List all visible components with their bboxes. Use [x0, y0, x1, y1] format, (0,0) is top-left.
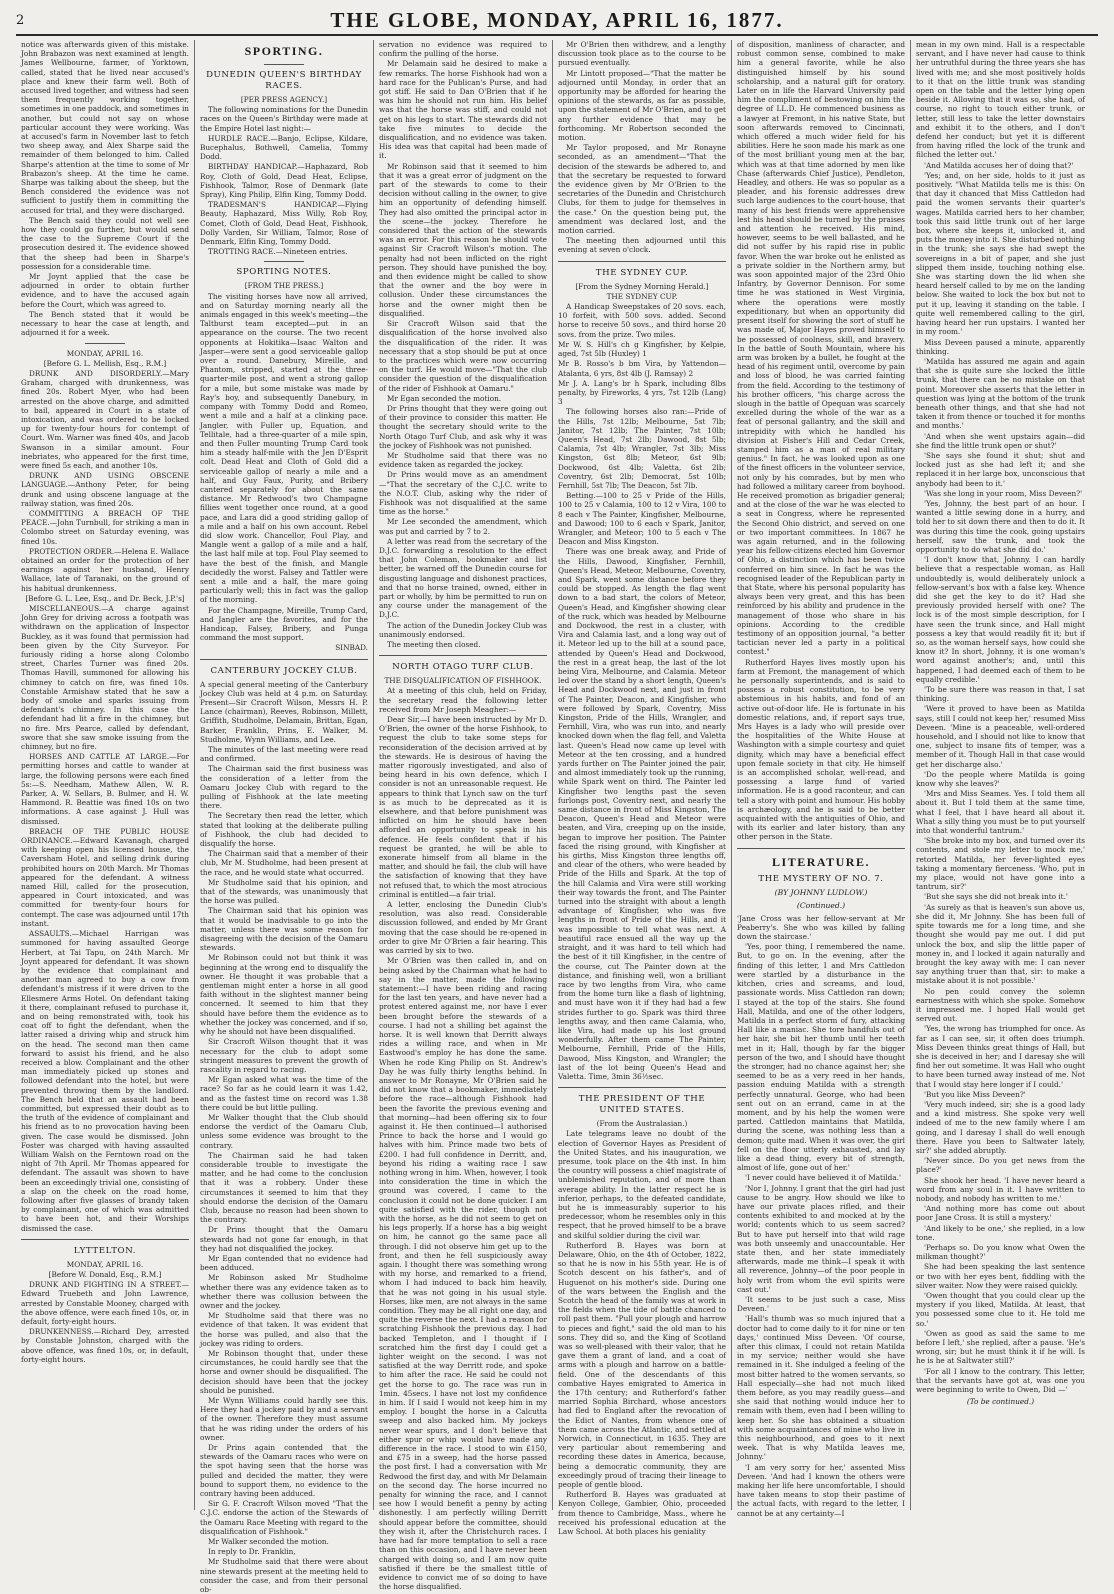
article-text: Sir Cracroft Wilson said that the disqualification of the horse involved also the disqualification of the rider. It was necessary that a stop should be put at once to the practices which were now occurring on the turf. He would move—"That the club consider the question of the disqualification of the rider of Fishhook at Oamaru.": [379, 319, 547, 393]
article-text: The Secretary then read the letter, which stated that looking at the deliberate pulling of Fishhook, the club had decided to disqualify the horse.: [200, 811, 368, 849]
article-text: Mr Egan asked what was the time of the race? So far as he could learn it was 1.42, and as the fastest time on record was 1.38 there could be but little pulling.: [200, 1075, 368, 1112]
subheading: NORTH OTAGO TURF CLUB.: [392, 662, 534, 673]
court-item: COMMITTING A BREACH OF THE PEACE.—John Turnbull, for striking a man in Colombo street on Saturday evening, was fined 10s.: [21, 508, 189, 546]
divider: [264, 261, 304, 262]
article-text: She had been speaking the last sentence or two with her eyes bent, fiddling with the silver waiter. Now they were raised quickly.: [916, 1262, 1085, 1290]
columns: [16, 40, 1098, 1594]
article-text: Mr O'Brien was then called in, and on being asked by the Chairman what he had to say in the matter, made the following statement:—I have been riding and racing for the last ten years, and have never had a protest entered against me, nor have I ever been brought before the stewards of a course. I had not a shilling bet against the horse. It is well known that Derritt always rides a willing race, and when in Mr Eastwood's employ he has done the same. When he rode King Philip on St. Andrew's Day he was fully thirty lengths behind. In answer to Mr Ronayne, Mr O'Brien said he did not know that a bookmaker, immediately before the race—although Fishhook had been the favorite the previous evening and that morning—had been offering six to four against it. He then continued—I authorised Prince to back the horse and I would go halves with him. Prince made two bets of £200. I had full confidence in Derritt, and, beyond his riding a waiting race I saw nothing wrong in him. When, however, I took into consideration the time in which the ground was covered, I came to the conclusion it could not be done quicker. I am quite satisfied with the rider, though not with the horse, as he did not seem to get on his legs properly. If a horse has a big weight on him, he cannot go the same pace all through. I did not observe him get up to the front, and then he fell suspiciously away again. I thought there was something wrong with my horse, and remarked to a friend, whom I had induced to back him heavily, that he was not going in his usual style. Horses, like men, are not always in the same condition. They may be all right one day, and quite the reverse the next. I had a reason for scratching Fishhook the previous day. I had backed Templeton, and I thought if I scratched him the first day I could get a lighter weight on the second. I was not satisfied at the way Derritt rode, and spoke to him after the race. He said he could not get the horse to go. The race was run in 1min. 45secs. I have not lost my confidence in him. If I said I would not keep him in my employ. I bought the horse in a Calcutta sweep and also backed him. My jockeys never wear spurs, and I don't believe that either spur or whip would have made any difference in the race. I stood to win £150, and £75 in a sweep, had the horse passed the post first. I had a conversation with Mr Redwood the first day, and with Mr Delamain on the second day. The horse incurred no penalty for winning the race, and I cannot see how I would benefit a penny by acting dishonestly. I am perfectly willing Derritt should appear before the committee, should they wish it, after the Christchurch races. I have had far more temptation to sell a race than on this occasion, and I have never been charged with doing so, and I am now quite satisfied if there be the smallest tittle of evidence to convict me of so doing to have the horse disqualified.: [379, 956, 547, 1592]
source-note: [FROM THE PRESS.]: [244, 281, 324, 291]
column-5: [732, 40, 911, 1518]
placing: Mr W. S. Hill's ch g Kingfisher, by Kelpie, aged, 7st 5lb (Huxley) 1: [558, 339, 726, 359]
article-text: 'I never could have believed it of Matilda.': [745, 1173, 901, 1183]
article-text: Mr Lintott proposed—"That the matter be adjourned until Monday, in order that an opportunity may be afforded for hearing the opinions of the stewards, as far as possible, upon the statement of Mr O'Brien, and to get any further evidence that may be forthcoming. Mr Robertson seconded the motion.: [558, 68, 726, 143]
divider: [558, 261, 726, 262]
court-item: BREACH OF THE PUBLIC HOUSE ORDINANCE.—Edward Kavanagh, charged with keeping open his licensed house, the Caversham Hotel, and selling drink during prohibited hours on 20th March. Mr Thomas appeared for the defendant. A witness named Hill, called for the prosecution, appeared in Court intoxicated, and was committed for twenty-four hours for contempt. The case was adjourned until 17th instant.: [21, 826, 189, 928]
article-text: The minutes of the last meeting were read and confirmed.: [200, 745, 368, 764]
article-text: Dear Sir,—I have been instructed by Mr D. O'Brien, the owner of the horse Fishhook, to request the club to take some steps for reconsideration of the decision arrived at by the stewards. He is desirous of having the matter rigorously investigated, and also of being heard in his own defence, which I consider is not an unreasonable request. He appears to think that Lynch saw on the turf is as much to be deprecated as it is elsewhere, and that before punishment was inflicted on him he should have been afforded an opportunity to speak in his defence. He feels confident that if his request be granted, he will be able to exonerate himself from all blame in the matter, and should he fail, the club will have the satisfaction of knowing that they have not refused that, to which the most atrocious criminal is entitled—a fair trial.: [379, 715, 547, 899]
section-heading: SPORTING.: [244, 44, 324, 58]
date-heading: MONDAY, APRIL 16.: [66, 1259, 144, 1269]
article-text: 'But you like Miss Deveen?': [924, 1089, 1026, 1099]
signature: SINBAD.: [335, 643, 368, 653]
article-text: At a meeting of this club, held on Friday, the secretary read the following letter received from Mr Joseph Meagher:—: [379, 686, 547, 714]
article-text: The Chairman said the first business was the consideration of a letter from the Oamaru Jockey Club with regard to the pulling of Fishhook at the late meeting there.: [200, 764, 368, 811]
article-text: 'It seems to be just such a case, Miss Deveen.': [737, 1295, 905, 1314]
article-text: 'Never since. Do you get news from the place?': [916, 1156, 1085, 1175]
source-note: [PER PRESS AGENCY.]: [240, 95, 328, 104]
article-text: 'She says she found it shut; shut and locked just as she had left it; and she replaced it in her large box, unconscious that anybody had been to it.': [916, 450, 1085, 488]
article-text: The Chairman said he had taken considerable trouble to investigate the matter, and he had come to the conclusion that it was a robbery. Under these circumstances it seemed to him that they should endorse the decision of the Oamaru Club, because no reason had been shown to the contrary.: [200, 1150, 368, 1225]
subheading-small: THE SYDNEY CUP.: [606, 291, 678, 301]
article-text: There was one break away, and Pride of the Hills, Dawood, Kingfisher, Fernhill, Queen's Head, Meteor, Melbourne, Coventry, and Spark, went some distance before they could be stopped. As length the flag went down to a bad start, the colors of Meteor, Queen's Head, and Kingfisher showing clear of the ruck, which was headed by Melbourne and Dockwood, the rest in a cluster, with Vira and Calamia last, and a long way out of it. Meteor led up to the hill at a sound pace, attended by Queen's Head and Dockwood, the rest in a great heap, the last of the lot being Vira, Melbourne, and Calamia. Meteor led over the stand by a short length, Queen's Head and Dockwood next, and just in front of The Painter, Deacon, and Kingfisher, who were followed by Spark, Coventry, Miss Kingston, Pride of the Hills, Wrangler, and Fernhill, Vira, who was run into, and nearly knocked down when the flag fell, and Valetta last. Queen's Head now came up level with Meteor at the ten crossing, and a hundred yards further on The Painter joined the pair, and almost immediately took up the running, while Spark went on third. The Painter led Kingfisher two lengths past the seven furlongs post, Coventry next, and nearly the same distance in front of Miss Kingston, The Deacon, Queen's Head and Meteor were beaten, and Vira, creeping up on the inside, began to improve her position. The Painter faced the rising ground, with Kingfisher at his girths, Miss Kingston three lengths off, and clear of the others, who were headed by Pride of the Hills and Spark. At the top of the hill Calamia and Vira were still working their way towards the front, and The Painter turned into the straight with about a length advantage of Kingfisher, who was five lengths in front of Pride of the Hills, and it was impossible to tell what was next. A beautiful race ensued all the way up the straight, and it was hard to tell which had the best of it till Kingfisher, in the centre of the course, cut The Painter down at the distance, and finishing well, won a brilliant race by two lengths from Vira, who came from the home turn like a flash of lightning, and must have won it if they had had a few strides further to go. Spark was third three lengths away, and then came Calamia, who, like Vira, had made up his lost ground wonderfully. After them came The Painter, Melbourne, Fernhill, Pride of the Hills, Dawood, Miss Kingston, and Wrangler; the last of the lot being Queen's Head and Valetta. Time, 3min 36½sec.: [558, 547, 726, 1081]
article-text: The Chairman said that his opinion was that it would be inadvisable to go into the matter, unless there was some reason for disagreeing with the decision of the Oamaru stewards.: [200, 906, 368, 953]
court-note: [Before G. L. Mellish, Esq., R.M.]: [43, 358, 167, 368]
article-text: 'Were it proved to have been as Matilda says, still I could not keep her,' resumed Miss Deveen. 'Mine is a peaceable, well-ordered household, and I should not like to know that one, subject to insane fits of temper, was a member of it. Though Hall in that case would get her discharge also.': [916, 704, 1085, 769]
article-text: Sir G. F. Cracroft Wilson moved "That the C.J.C. endorse the action of the Stewards of the Oamaru Race Meeting with regard to the disqualification of Fishhook.": [200, 1499, 368, 1536]
subheading-small: THE DISQUALIFICATION OF FISHHOOK.: [384, 676, 542, 686]
article-text: Mr Robinson asked Mr Studholme whether there was any evidence taken as to whether there was collusion between the owner and the jockey.: [200, 1273, 368, 1310]
article-text: Rutherford B. Hayes was born at Delaware, Ohio, on the 4th of October, 1822, so that he is now in his 55th year. He is of Scotch descent on his father's, and of Huguenot on his mother's side. During one of the wars between the English and the Scotch the head of the family was at work in the fields when the tide of battle chanced to roll past them. "Pull your plough and harrow to pieces and fight," said the old man to his sons. They did so, and the King of Scotland was so well-pleased with their valor, that he gave them a grant of land, and a coat of arms with a plough and harrow on a battle-field. One of the descendants of this combative Hayes emigrated to America in the 17th century; and Rutherford's father married Sophia Birchard, whose ancestors had fled to England after the revocation of the Edict of Nantes, from whence one of them came across the Atlantic, and settled at Norwich, in Connecticut, in 1635. They are very particular about remembering and recording these dates in America, because, being a democratic community, they are exceedingly proud of tracing their lineage to people of gentle blood.: [558, 1240, 726, 1490]
page-number: 2: [16, 12, 25, 28]
article-text: Mr Lee seconded the amendment, which was put and carried by 7 to 2.: [379, 517, 547, 536]
placing: Mr J. A. Lang's br h Spark, including 8lbs penalty, by Fireworks, 4 yrs, 7st 12lb (Lang) 3: [558, 378, 726, 407]
article-text: Sir Cracroft Wilson thought that it was necessary for the club to adopt some stringent measures to prevent the growth of rascality in regard to racing.: [200, 1037, 368, 1074]
subheading: DUNEDIN QUEEN'S BIRTHDAY RACES.: [206, 70, 362, 91]
subheading: THE SYDNEY CUP.: [595, 267, 689, 278]
article-text: 'But she says she did not break into it.': [924, 892, 1068, 902]
article-text: 'Yes; and, on her side, holds to it just as positively. "What Matilda tells me is this: On that day it chanced that Miss Cattledon had paid the women servants their quarter's wages. Matilda carried hers to her chamber, took this said little trunk out of her large box, where she keeps it, unlocked it, and puts the money into it. She disturbed nothing in the trunk; she says she had swept the sovereigns in a bit of paper, and she just slipped them inside, touching nothing else. She was starting down the lid when she heard herself called to by me on the landing below. She waited to lock the box but not to put it up, leaving it standing on the table. I quite well remembered calling to the girl, having heard her run upstairs. I wanted her in my room.': [916, 170, 1085, 337]
article-text: 'I don't know that, Johnny. I can hardly believe that a respectable woman, as Hall undoubtedly is, would deliberately unlock a fellow-servant's box with a false key. Whence did she get the key to do it? Had she previously provided herself with one? The lock is of the most simple description, for I have seen the trunk since, and Hall might possess a key that would readily fit it; but if so, as the woman herself says, how could she know it? In short, Johnny, it is one woman's word against another's; and, until this happened, I had deemed each of them to be equally credible.': [916, 555, 1085, 684]
article-text: She shook her head. 'I have never heard a word from any soul in it. I have written to nobody, and nobody has written to me.': [916, 1175, 1085, 1203]
story-title: THE MYSTERY OF NO. 7.: [758, 873, 884, 884]
article-text: 'As surely as that is heaven's sun above us, she did it, Mr Johnny. She has been full of spite towards me for a long time, and she thought she would pay me out. I did put unlock the box, and slip the little paper of money in, and I locked it again naturally and brought the key away with me: I can never say anything truer than that, sir: to make a mistake about it is not possible.': [916, 902, 1085, 986]
article-text: 'Nor I, Johnny. I grant that the girl had just cause to be angry. How should we like to have our private places rifled, and their contents exhibited to and mocked at by the world; contents which to us seem sacred? But to have put herself into that wild rage was both unseemly and unaccountable. Her state then, and her state immediately afterwards, made me think—I speak it with all reverence, Johnny—of the poor people in holy writ from whom the evil spirits were cast out.': [737, 1183, 905, 1294]
article-text: 'And nothing more has come out about poor Jane Cross. It is still a mystery.': [916, 1204, 1085, 1223]
article-text: 'Was she long in your room, Miss Deveen?': [924, 488, 1083, 498]
article-text: In reply to Dr. Franklin,: [208, 1547, 296, 1557]
divider: [737, 848, 905, 849]
article-text: Dr Prins thought that they were going out of their province to consider this matter. He thought the secretary should write to the North Otago Turf Club, and ask why it was the jockey of Fishhook was not punished.: [379, 403, 547, 450]
article-text: A special general meeting of the Canterbury Jockey Club was held at 4 p.m. on Saturday. Present—Sir Cracroft Wilson, Messrs H. P. Lance (chairman), Reeves, Robinson, Millett, Griffith, Studholme, Delamain, Brittan, Egan, Barker, Franklin, Prins, E. Walker, M. Studholme, Wynn Williams, and Lee.: [200, 679, 368, 744]
section-heading: LYTTELTON.: [73, 1245, 137, 1256]
article-text: Dr Prins thought that the Oamaru stewards had not gone far enough, in that they had not disqualified the jockey.: [200, 1225, 368, 1253]
subheading: CANTERBURY JOCKEY CLUB.: [210, 665, 358, 676]
article-text: The visiting horses have now all arrived, and on Saturday morning nearly all the animals engaged in this week's meeting—the Taltburst team excepted—put in an appearance on the course. The two recent opponents at Hokitika—Isaac Walton and Jasper—were sent a good serviceable gallop over a round. Danebury, Mireille, and Phantom, stripped, started at the three-quarter-mile post, and went a strong gallop for a mile, but some mistake was made by Ray's boy, and subsequently Danebury, in company with Tommy Dodd and Romeo, went a mile and a half at a clinking pace. Jangler, with Fuller up, Equation, and Tellitale, had a three-quarter of a mile spin, and then Fuller mounting Trump Card took him a steady half-mile with the Jen D'Esprit colt. Dead Heat and Cloth of Gold did a serviceable gallop of nearly a mile and a half, and Guy Faux, Purity, and Bribery cantered separately for about the same distance. Mr Redwood's two Champagne fillies went together once round, at a good pace, and Lara did a good striding gallop of a mile and a half on his own account. Rebel did slow work. Chancellor, Foul Play, and Mangle went a gallop of a mile and a half, the last half mile at top. Foul Play seemed to have the best of the finish, and Mangle decidedly the worst. Falsey and Tattler were sent a mile and a half, the mare going particularly well; this in fact was the gallop of the morning.: [200, 291, 368, 605]
article-text: Mr Egan seconded the motion.: [387, 393, 502, 403]
subheading: THE PRESIDENT OF THE UNITED STATES.: [578, 1094, 706, 1116]
article-text: 'I am very sorry for her,' assented Miss Deveen. 'And had I known the others were making her life here uncomfortable, I should have taken means to stop their pastime of the actual facts, with regard to the letter, I cannot be at any certainty—I: [737, 1462, 905, 1518]
divider: [21, 1239, 189, 1240]
column-2: [195, 40, 374, 1594]
article-text: A letter was read from the secretary of the D.J.C. forwarding a resolution to the effect that John Coleman, bookmaker and list better, be warned off the Dunedin course for disgusting language and dishonest practices, and that no horse trained, owned, either in part or wholly, by him be permitted to run on any course under the management of the D.J.C.: [379, 536, 547, 620]
race-entry: TROTTING RACE.—Nineteen entries.: [208, 247, 348, 257]
article-text: 'Yes, the wrong has triumphed for once. As far as I can see, sir, it often does triumph. Miss Deveen thinks great things of Hall, but she is deceived in her; and I daresay she will find her out sometime. It was Hall who ought to have been turned away instead of me. Not that I would stay here longer if I could.': [916, 1024, 1085, 1089]
article-text: 'And when she went upstairs again—did she find the little trunk open or shut?': [916, 431, 1085, 450]
article-text: Mr O'Brien then withdrew, and a lengthy discussion took place as to the course to be pursued eventually.: [558, 40, 726, 68]
article-text: 'And Matilda accuses her of doing that?': [924, 160, 1074, 170]
race-entry: HURDLE RACE.—Banjo, Eclipse, Kildare, Bucephalus, Bothwell, Camelia, Tommy Dodd.: [200, 133, 368, 162]
source-note: [From the Sydney Morning Herald.]: [575, 281, 709, 291]
article-text: mean in my own mind. Hall is a respectable servant, and I have never had cause to think her untruthful during the three years she has lived with me; and she most positively holds to it that on the little trunk was standing open on the table and the letter lying open beside it. Allowing that it was so, she had, of course, no right to touch either trunk, or letter, still less to take the letter downstairs and exhibit it to the others, and I don't defend her conduct; but yet it is different from having rifled the lock of the trunk and filched the letter out.': [916, 40, 1085, 160]
article-text: Dr Prins again contended that the stewards of the Oamaru races who were on the spot having seen that the horse was pulled and decided the matter, they were bound to support them, no evidence to the contrary having been adduced.: [200, 1443, 368, 1499]
article-text: 'Yes, poor thing, I remembered the name. But, to go on. In the evening, after the finding of this letter, I and Mrs Cattledon were startled by a disturbance in the kitchen, cries and screams, and loud, passionate words. Miss Cattledon ran down; I stayed at the top of the stairs. She found Hall, Matilda, and one of the other lodgers, Matilda in a perfect storm of fury, attacking Hall like a maniac. She tore handfuls out of her hair, she bit her thumb until her teeth met in it; Hall, though by far the bigger person of the two, and I should have thought the stronger, had no chance against her; she seemed to be as a very reed in her hands, passion enduing Matilda with a strength perfectly unnatural. George, who had been sent out on an errand, came in at the moment, and by his help the women were parted. Cattledon maintains that Matilda, during the scene, was nothing less than a demon; quite mad. When it was over, the girl fell on the floor utterly exhausted, and lay like a dead thing, every bit of strength, almost of life, gone out of her.': [737, 942, 905, 1173]
column-4: [553, 40, 732, 1537]
article-text: Dr Prins would move as an amendment—"That the secretary of the C.J.C. write to the N.O.T. Club, asking why the rider of Fishhook was not disqualified at the same time as the horse.": [379, 470, 547, 517]
article-text: notice was afterwards given of this mistake. John Brabazon was next examined at length. James Wellbourne, farmer, of Yorktown, called, stated that he lived near accused's place and knew their farm well. Both of accused lived together, and witness had seen them frequently working together, sometimes in one paddock, and sometimes in another, but could not say on whose particular account they were working. Was at accused's farm in November last to fetch two sheep away, and Alex Sharpe said the remainder of them belonged to him. Called Sharpe's attention at the time to some of Mr Brabazon's sheep. At the time he came. Sharpe was talking about the sheep, but the Bench considered the evidence was not sufficient to justify them in committing the accused for trial, and they were discharged.: [21, 40, 189, 215]
column-1: [16, 40, 195, 1510]
court-item: HORSES AND CATTLE AT LARGE.—For permitting horses and cattle to wander at large, the following persons were each fined 5s:—S. Needham, Mathew Allen, W. R. Parker, A. W. Sellars, B. Bulmer, and H. W. Hammond. R. Beattie was fined 10s on two informations. A case against J. Hull was dismissed.: [21, 752, 189, 826]
article-text: Mr Walker seconded the motion.: [208, 1537, 329, 1547]
article-text: Mr Studholme said that his opinion, and that of the stewards, was unanimously that the horse was pulled.: [200, 877, 368, 906]
article-text: Mr Robinson thought that, under these circumstances, he could hardly see that the horse and owner should be disqualified. The decision should have been that the jockey should be punished.: [200, 1349, 368, 1395]
subheading: SPORTING NOTES.: [236, 267, 332, 278]
court-item: DRUNK AND DISORDERLY.—Mary Graham, charged with drunkenness, was fined 20s. Robert Myer, who had been arrested on the above charge, and admitted to bail, appeared in Court in a state of intoxication, and was ordered to be locked up for twenty-four hours for contempt of Court. Wm. Warner was fined 40s, and Jacob Swanson in a similar amount. Four inebriates, who appeared for the first time, were fined 5s each, and another 10s.: [21, 368, 189, 470]
court-note: [Before G. L. Lee, Esq., and Dr. Beck, J.P.'s]: [25, 593, 185, 603]
article-text: Mr Delamain said he desired to make a few remarks. The horse Fishhook had won a hard race for the Publican's Purse, and had got stiff. He said to Dan O'Brien that if he was him he should not run him. His belief was that the horse was stiff, and could not get on his legs to start. The stewards did not take five minutes to decide the disqualification, and no evidence was taken. His idea was that capital had been made of it.: [379, 59, 547, 161]
article-text: Rutherford Hayes lives mostly upon his farm at Fremont, the management of which he personally superintends, and is said to possess a robust constitution, to be very abstemious in his habits, and fond of an active out-of-door life. He is fortunate in his domestic relations, and, if report says true, Mrs Hayes is a lady who will preside over the hospitalities of the White House at Washington with a simple courtesy and quiet dignity, which may have a beneficial effect upon female society in that city. He himself is an accomplished scholar, well-read, and possessing a large fund of varied information. He is a good raconteur, and can tell a story with point and humour. His hobby is archæology, and he is said to be better acquainted with the antiquities of Ohio, and with its earlier and later history, than any other person in the State.: [737, 657, 905, 842]
placing: Mr B. Rosso's b bm Vira, by Yattendon—Atalanta, 6 yrs, 8st 4lb (J. Ramsay) 2: [558, 359, 726, 378]
article-text: Mr Wynn Williams could hardly see this. Here they had a jockey paid by and a servant of the owner. Therefore they must assume that he was riding under the orders of his owner.: [200, 1396, 368, 1442]
article-text: Mr Joynt applied that the case be adjourned in order to obtain further evidence, and to have the accused again before the Court, which was agreed to.: [21, 272, 189, 309]
article-text: A letter, enclosing the Dunedin Club's resolution, was also read. Considerable discussion followed, and ended by Mr Grant moving that the case should be re-opened in order to give Mr O'Brien a fair hearing. This was carried by six to two.: [379, 900, 547, 956]
column-6: [911, 40, 1090, 1510]
article-text: Mr Studholme said that there was no evidence taken as regarded the jockey.: [379, 450, 547, 470]
article-text: 'Very much indeed, sir; she is a good lady and a kind mistress. She spoke very well indeed of me to the new family where I am going, and I daresay I shall do well enough there. Have you been to Saltwater lately, sir?' she added abruptly.: [916, 1099, 1085, 1155]
article-text: Mr Robinson said that it seemed to him that it was a great error of judgment on the part of the stewards to come to their decision without calling in the owner, to give him an opportunity of defending himself. They had also omitted the principal actor in the scene—the jockey. Therefore he considered that the action of the stewards was an error. For this reason he should vote against Sir Cracroft Wilson's motion. The penalty had not been inflicted on the right person. They should have punished the boy, and then evidence might be called to show that the owner and the boy were in collusion. Under these circumstances the horse and the owner might then be disqualified.: [379, 161, 547, 318]
court-item: DRUNK AND USING OBSCENE LANGUAGE.—Anthony Peter, for being drunk and using obscene language at the railway station, was fined 20s.: [21, 471, 189, 508]
article-text: 'And likely to be one,' she replied, in a low tone.: [916, 1223, 1085, 1242]
to-be-continued: (To be continued.): [966, 1397, 1035, 1407]
article-text: Mr Walker thought that the Club should endorse the verdict of the Oamaru Club, unless some evidence was brought to the contrary.: [200, 1112, 368, 1150]
article-text: 'Mrs and Miss Seames. Yes. I told them all about it. But I told them at the same time, what I feel, that I have heard all about it. What a silly thing you must be to put yourself into that wonderful tantrum.': [916, 789, 1085, 836]
article-text: Mr Taylor proposed, and Mr Ronayne seconded, as an amendment—"That the decision of the stewards be adhered to, and that the secretary be requested to forward the evidence given by Mr O'Brien to the secretaries of the Dunedin and Christchurch Clubs, for them to judge for themselves in the case." On the question being put, the amendment was declared lost, and the motion carried.: [558, 143, 726, 236]
article-text: 'Matilda has assured me again and again that she is quite sure she locked the little trunk, that there can be no mistake on that point. Moreover she asserts that the letter in question was lying at the bottom of the trunk beneath other things, and that she had not taken it from thence or touched it for months and months.': [916, 356, 1085, 431]
article-text: A Handicap Sweepstakes of 20 sovs. each, 10 forfeit, with 500 sovs. added. Second horse to receive 50 sovs., and third horse 20 sovs. from the prize. Two miles.: [558, 302, 726, 339]
court-item: DRUNKENNESS.—Richard Dey, arrested by Constable Johnston, charged with the above offence, was fined 10s, or, in default, forty-eight hours.: [21, 1327, 189, 1364]
article-text: of disposition, manliness of character, and robust common sense, combined to make him a general favorite, while he also distinguished himself by his sound scholarship, and a natural gift for oratory. Later on in life the Harvard University paid him the compliment of bestowing on him the degree of LL.D. He commenced business as a lawyer at Fremont, in his native State, but soon afterwards removed to Cincinnati, which offered a much wider field for his abilities. Here he soon made his mark as one of the most brilliant young men at the bar, which was at that time adorned by men like Chase (afterwards Chief Justice), Pendleton, Headley, and others. He was so popular as a pleader, and his forensic addresses drew such large audiences to the court-house, that many of his best friends were apprehensive lest his head should be turned by the praises and attention he received. His mind, however, seems to be well ballasted, and he did not suffer by his rapid rise in public favor. When the war broke out he enlisted as a private soldier in the Northern army, but was soon appointed major of the 23rd Ohio Infantry, by Governor Dennison. For some time he was stationed in West Virginia, where the operations were mostly expeditionary, but when an opportunity did present itself for showing the sort of stuff he was made of, Major Hayes proved himself to be possessed of coolness, skill, and bravery. In the battle of South Mountain, where his arm was broken by a bullet, he fought at the head of his regiment until, overcome by pain and loss of blood, he was carried fainting from the field. According to the testimony of his brother officers, "his charge across the slough in the battle of Opequan was scarcely excelled during the whole of the war as a feat of personal gallantry, and the skill and intrepidity with which he handled his division at Fisher's Hill and Cedar Creek, stamped him as a man of real military genius." In fact, he was looked upon as one of the finest officers in the volunteer service, not only by his comrades, but by men who had followed a military career from boyhood. He received promotion as brigadier general; and at the close of the war he was elected to a seat in Congress, where he represented the Second Ohio district, and served on one or two important committees. In 1867 he was again returned, and in the following year his fellow-citizens elected him Governor of Ohio, a distinction which has been twice conferred on him since. In fact he was the recognised leader of the Republican party in that State, where his personal popularity has always been very great, and this has been reinforced by his ability and prudence in the management of those who share in his opinions. According to the credible testimony of an opposition journal, "a better tactician never led a party in a political contest.": [737, 40, 905, 657]
article-text: Rutherford B. Hayes was graduated at Kenyon College, Gambier, Ohio, proceeded from thence to Cambridge, Mass., where he received his professional education at the Law School. At both places his geniality: [558, 1490, 726, 1537]
court-item: ASSAULTS.—Michael Harrigan was summoned for having assaulted George Herbert, at Tai Tapu, on 24th March. Mr Joynt appeared for defendant. It was shown by the evidence that complainant and another man agreed to buy a cow from defendant's mistress if it were driven to the Ellesmere Arms Hotel. On defendant taking it there, complainant refused to purchase it, and on being remonstrated with, took his coat off to fight the defendant, when the latter raised a driving whip and struck him on the head. The second man then came forward to assist his friend, and he also received a blow. Complainant and the other man immediately picked up stones and followed defendant into the hotel, but were prevented throwing them by the landlord. The Bench held that an assault had been committed, but expressed their doubt as to the truth of the evidence of complainant and his friend as to no provocation having been given. The case would be dismissed. John Foster was charged with having assaulted William Walsh on the Ferntown road on the night of 7th April. Mr Thomas appeared for defendant. The assault was shown to have been an exceedingly trivial one, consisting of a slap on the cheek on the road home, following after five glasses of brandy taken by complainant, one of which was admitted to have been hot, and their Worships dismissed the case.: [21, 929, 189, 1233]
divider: [558, 1087, 726, 1088]
article-text: The meeting then adjourned until this evening at seven o'clock.: [558, 236, 726, 255]
article-text: The following nominations for the Dunedin races on the Queen's Birthday were made at the Empire Hotel last night:—: [200, 105, 368, 133]
article-text: 'To be sure there was reason in that, I sat thinking.: [916, 685, 1085, 704]
divider: [379, 655, 547, 656]
court-item: PROTECTION ORDER.—Helena E. Wallace obtained an order for the protection of her earnings against her husband, Henry Wallace, late of Taranaki, on the ground of his habitual drunkenness.: [21, 546, 189, 593]
article-text: Mr Studholme said that there were about nine stewards present at the meeting held to consider the case, and from their personal ob-: [200, 1557, 368, 1594]
article-text: No pen could convey the solemn earnestness with which she spoke. Somehow it impressed me. I hoped Hall would get served out.: [916, 986, 1085, 1024]
article-text: The Bench said they could not well see how they could go further, but would send the case to the Supreme Court if the prosecution desired it. The evidence showed that the sheep had been in Sharpe's possession for a considerable time.: [21, 215, 189, 271]
article-text: Late telegrams leave no doubt of the election of Governor Hayes as President of the United States, and his inauguration, we presume, took place on the 4th inst. In him the country will possess a chief magistrate of unblemished reputation, and of more than average ability. In the latter respect he is inferior, perhaps, to the defeated candidate, but he is immeasurably superior to his predecessor, whom he resembles only in this respect, that he proved himself to be a brave and skilful soldier during the civil war.: [558, 1129, 726, 1240]
divider: [85, 343, 125, 344]
article-text: 'Yes, Johnny, the best part of an hour. I wanted a little sewing done in a hurry, and told her to sit down there and then to do it. It was during this time the cook, going upstairs herself, saw the trunk, and took the opportunity to do what she did do.': [916, 498, 1085, 554]
article-text: 'Do the people where Matilda is going know why she leaves?': [916, 769, 1085, 789]
article-text: The Chairman said that a member of their club, Mr M. Studholme, had been present at the race, and he would state what occurred.: [200, 849, 368, 877]
article-text: 'For all I know to the contrary. This letter, that the servants have got at, was one you were beginning to write to Owen, Did —': [916, 1366, 1085, 1395]
article-text: Miss Deveen paused a minute, apparently thinking.: [916, 337, 1085, 356]
article-text: 'She broke into my box, and turned over its contents, and stole my letter to mock me,' retorted Matilda, her fever-lighted eyes taking a momentary fierceness. 'Who, put in my place, would not have gone into a tantrum, sir?': [916, 836, 1085, 892]
article-text: For the Champagne, Mireille, Trump Card, and Jangler are the favorites, and for the Handicap, Falsey, Bribery, and Punga command the most support.: [200, 605, 368, 643]
continued-note: (Continued.): [796, 900, 846, 910]
court-note: [Before W. Donald, Esq., R.M.]: [48, 1270, 162, 1279]
source-note: (From the Australasian.): [596, 1119, 688, 1129]
divider: [264, 64, 304, 65]
article-text: The meeting then closed.: [387, 640, 481, 649]
newspaper-title: THE GLOBE, MONDAY, APRIL 16, 1877.: [330, 7, 784, 32]
divider: [200, 659, 368, 660]
article-text: Mr Studholme said that there was no evidence of that taken. It was evident that the horse was pulled, and also that the jockey was riding to orders.: [200, 1311, 368, 1348]
article-text: 'Owen as good as said the same to me before I left,' she replied, after a pause. 'He's wrong, sir; but he must think it if he will. Is he is he at Saltwater still?': [916, 1328, 1085, 1366]
article-text: The following horses also ran:—Pride of the Hills, 7st 12lb; Melbourne, 5st 7lb; Janitor, 7st 12lb; The Painter, 7st 10lb; Queen's Head, 7st 2lb; Dawood, 8st 5lb; Calamia, 7st 4lb; Wrangler, 7st 3lb; Miss Kingston, 6st 8lb; Meteor, 6st 9lb; Dockwood, 6st 4lb; Valetta, 6st 2lb; Coventry, 6st 2lb; Democrat, 5st 10lb; Fernhill, 5st 7lb; The Deacon, 5st 7lb.: [558, 407, 726, 490]
article-text: Mr Robinson could not but think it was beginning at the wrong end to disqualify the owner. He thought it was probable that a gentleman might enter a horse in all good faith without in the slightest manner being concerned. It seemed to him that they should have before them the evidence as to whether the jockey was concerned, and if so, why he should not have been disqualified.: [200, 953, 368, 1037]
article-text: 'Hall's thumb was so much injured that a doctor had to come daily to it for nine or ten days,' continued Miss Deveen. 'Of course, after this climax, I could not retain Matilda in my service; neither would she have remained in it. She indulged a feeling of the most bitter hatred to the women servants, so Hall especially—she had not much liked them before, as you may readily guess—and she said that nothing would induce her to remain with them, even had I been willing to keep her. So she has obtained a situation with some acquaintances of mine who live in this neighbourhood, and goes to it next week. That is why Matilda leaves me, Johnny.': [737, 1314, 905, 1462]
court-item: DRUNK AND FIGHTING IN A STREET.—Edward Truebeth and John Lawrence, arrested by Constable Mooney, charged with the above offence, were each fined 10s, or, in default, forty-eight hours.: [21, 1280, 189, 1327]
race-entry: TRADESMAN'S HANDICAP.—Flying Beauty, Haphazard, Miss Willy, Rob Roy, Comet, Cloth of Gold, Dead Heat, Fishhook, Dolly Varden, Sir William, Talmor, Rose of Denmark, Elfin King, Tommy Dodd.: [200, 200, 368, 247]
article-text: 'Owen thought that you could clear up the mystery if you liked, Matilda. At least, that you possessed some clue to it. He told me so.': [916, 1291, 1085, 1328]
race-entry: BIRTHDAY HANDICAP.—Haphazard, Rob Roy, Cloth of Gold, Dead Heat, Eclipse, Fishhook, Talmor, Rose of Denmark (late Spray), King Philip, Elfin King, Tommy Dodd.: [200, 162, 368, 200]
court-item: MISCELLANEOUS.—A charge against John Grey for driving across a footpath was withdrawn on the application of Inspector Buckley, as it was found that permission had been given by the City Surveyor. For furiously riding a horse along Colombo street, Charles Turner was fined 20s. Thomas Havill, summoned for allowing his chimney to catch on fire, was fined 10s. Constable Armishaw stated that he saw a body of smoke and sparks issuing from defendant's chimney. In this case the defendant had lit a fire in the chimney, but no fire. Mrs Pearce, called by defendant, swore that she saw smoke issuing from the chimney, but no fire.: [21, 603, 189, 752]
date-heading: MONDAY, APRIL 16.: [66, 348, 144, 358]
article-text: The action of the Dunedin Jockey Club was unanimously endorsed.: [379, 620, 547, 639]
masthead: [16, 6, 1098, 36]
column-3: [374, 40, 553, 1592]
article-text: servation no evidence was required to confirm the pulling of the horse.: [379, 40, 547, 59]
byline: (BY JOHNNY LUDLOW.): [774, 887, 868, 897]
article-text: 'Jane Cross was her fellow-servant at Mr Peaberry's. She who was killed by falling down the staircase.': [737, 913, 905, 942]
article-text: Betting.—100 to 25 v Pride of the Hills, 100 to 25 v Calamia, 100 to 12 v Vira, 100 to 8 each v The Painter, Kingfisher, Melbourne, and Dawood; 100 to 6 each v Spark, Janitor, Wrangler, and Meteor; 100 to 5 each v The Deacon and Miss Kingston.: [558, 491, 726, 547]
article-text: The Bench stated that it would be necessary to hear the case at length, and adjourned it for a week.: [21, 309, 189, 338]
article-text: 'Perhaps so. Do you know what Owen the milkman thought?': [916, 1243, 1085, 1262]
article-text: Mr Egan contended that no evidence had been adduced.: [200, 1253, 368, 1273]
section-heading: LITERATURE.: [772, 854, 870, 869]
